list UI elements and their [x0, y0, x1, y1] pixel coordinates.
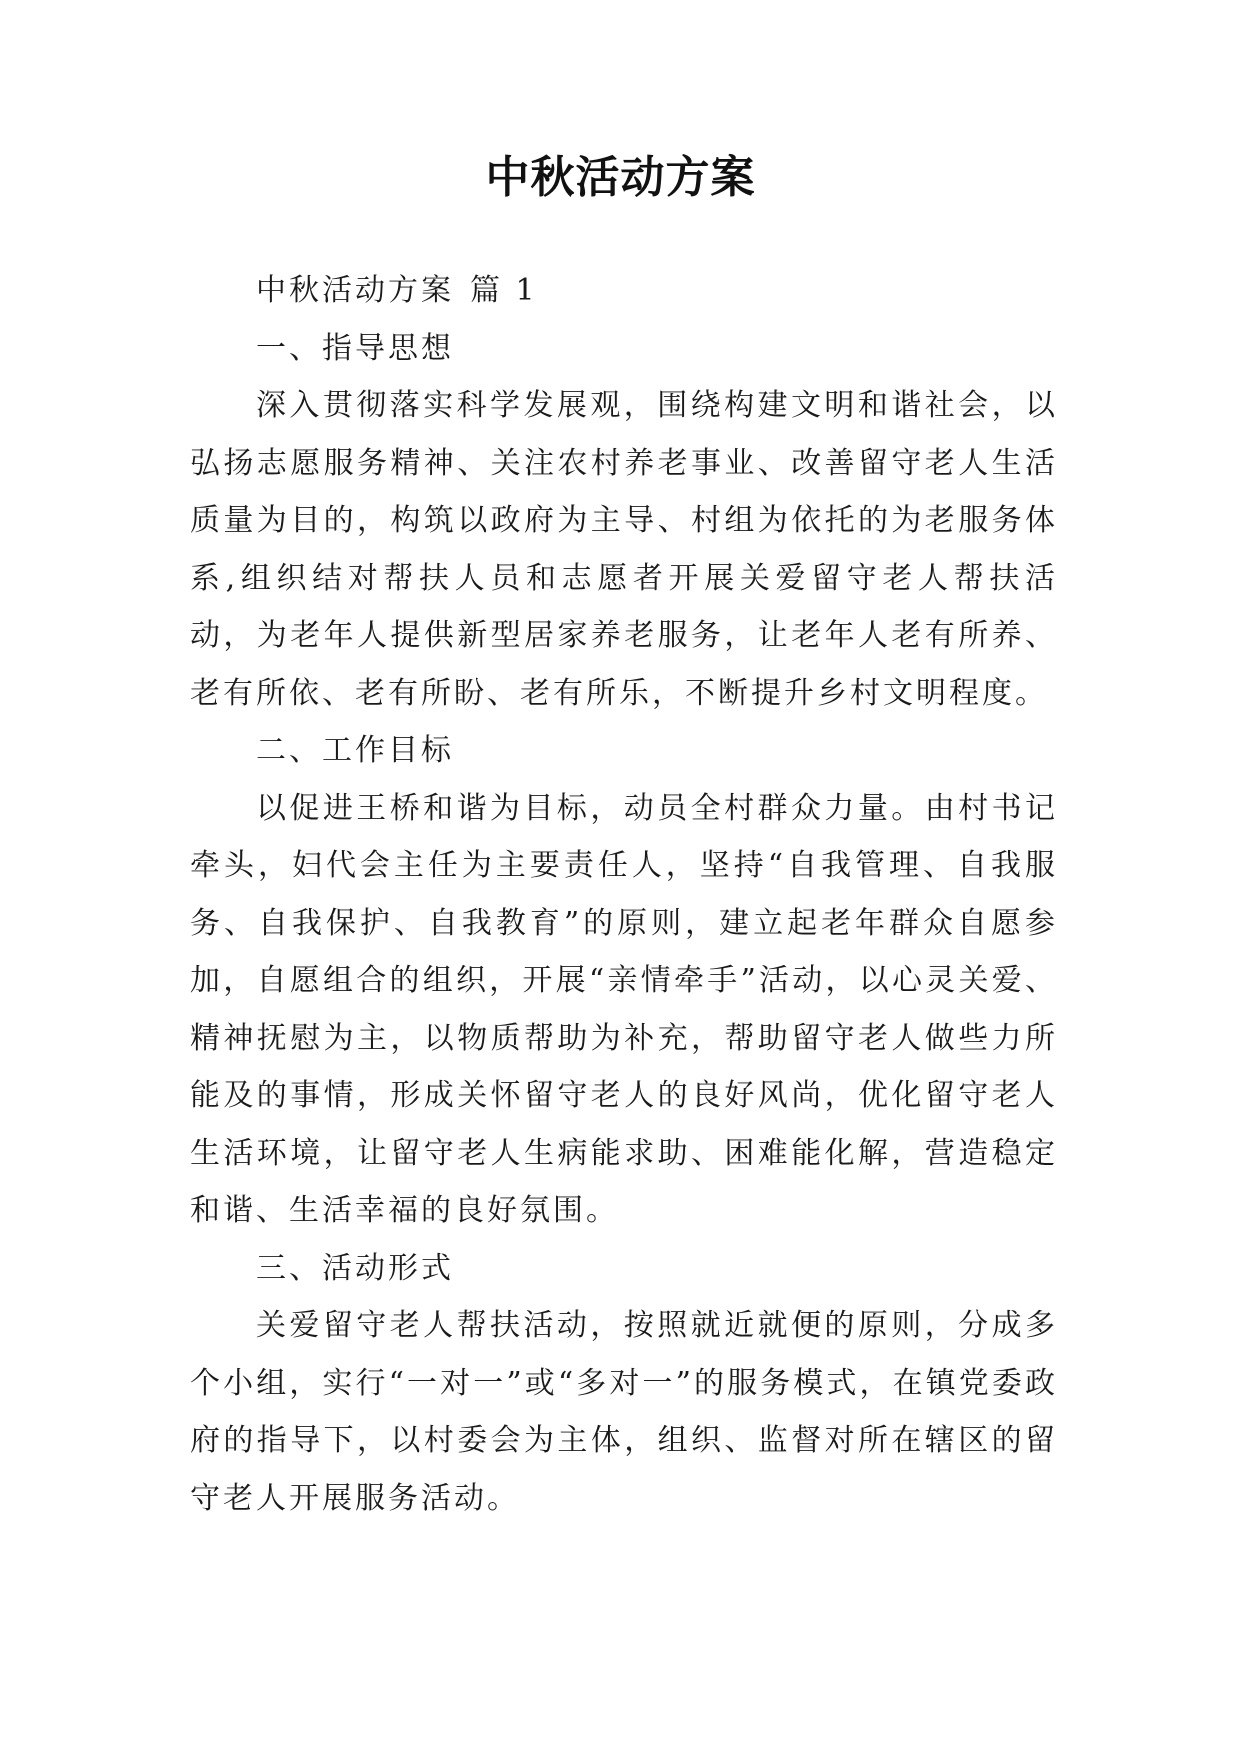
- paragraph-work-goals: 以促进王桥和谐为目标，动员全村群众力量。由村书记牵头，妇代会主任为主要责任人，坚持“自我管理、自我服务、自我保护、自我教育”的原则，建立起老年群众自愿参加，自愿组合的组织，开展“亲情牵手”活动，以心灵关爱、精神抚慰为主，以物质帮助为补充，帮助留守老人做些力所能及的事情，形成关怀留守老人的良好风尚，优化留守老人生活环境，让留守老人生病能求助、困难能化解，营造稳定和谐、生活幸福的良好氛围。: [190, 790, 1058, 1228]
- section-heading-work-goals: 二、工作目标: [256, 733, 454, 768]
- article-label-text: 中秋活动方案: [256, 273, 454, 308]
- section-heading-guiding-ideology: 一、指导思想: [256, 330, 454, 366]
- document-body: [190, 262, 1058, 1527]
- document-title: 中秋活动方案: [485, 152, 756, 203]
- section-heading-activity-form: 三、活动形式: [256, 1250, 454, 1286]
- paragraph-guiding-ideology: 深入贯彻落实科学发展观，围绕构建文明和谐社会，以弘扬志愿服务精神、关注农村养老事业、改善留守老人生活质量为目的，构筑以政府为主导、村组为依托的为老服务体系,组织结对帮扶人员和志愿者开展关爱留守老人帮扶活动，为老年人提供新型居家养老服务，让老年人老有所养、老有所依、老有所盼、老有所乐，不断提升乡村文明程度。: [190, 388, 1058, 711]
- article-number: 篇 1: [470, 273, 538, 308]
- paragraph-activity-form: 关爱留守老人帮扶活动，按照就近就便的原则，分成多个小组，实行“一对一”或“多对一”的服务模式，在镇党委政府的指导下，以村委会为主体，组织、监督对所在辖区的留守老人开展服务活动。: [190, 1308, 1058, 1516]
- article-label: [190, 262, 1058, 320]
